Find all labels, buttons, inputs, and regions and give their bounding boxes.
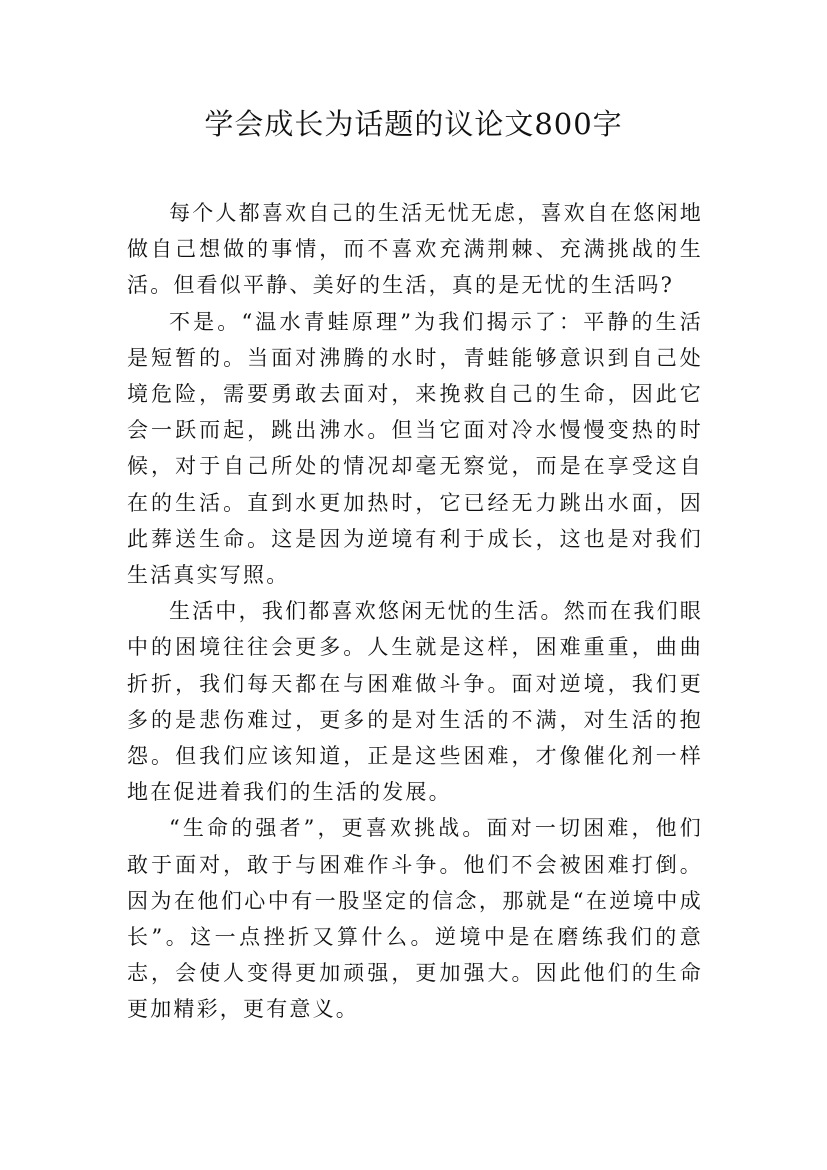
document-title: 学会成长为话题的议论文800字: [204, 107, 623, 141]
paragraph-3: 生活中，我们都喜欢悠闲无忧的生活。然而在我们眼中的困境往往会更多。人生就是这样，困难重重，曲曲折折，我们每天都在与困难做斗争。面对逆境，我们更多的是悲伤难过，更多的是对生活的不满，对生活的抱怨。但我们应该知道，正是这些困难，才像催化剂一样地在促进着我们的生活的发展。: [127, 599, 703, 805]
document-body: [127, 195, 703, 1028]
paragraph-2: 不是。“温水青蛙原理”为我们揭示了：平静的生活是短暂的。当面对沸腾的水时，青蛙能够意识到自己处境危险，需要勇敢去面对，来挽救自己的生命，因此它会一跃而起，跳出沸水。但当它面对冷水慢慢变热的时候，对于自己所处的情况却毫无察觉，而是在享受这自在的生活。直到水更加热时，它已经无力跳出水面，因此葬送生命。这是因为逆境有利于成长，这也是对我们生活真实写照。: [127, 309, 703, 588]
paragraph-4: “生命的强者”，更喜欢挑战。面对一切困难，他们敢于面对，敢于与困难作斗争。他们不会被困难打倒。因为在他们心中有一股坚定的信念，那就是“在逆境中成长”。这一点挫折又算什么。逆境中是在磨练我们的意志，会使人变得更加顽强，更加强大。因此他们的生命更加精彩，更有意义。: [127, 816, 703, 1022]
paragraph-1: 每个人都喜欢自己的生活无忧无虑，喜欢自在悠闲地做自己想做的事情，而不喜欢充满荆棘、充满挑战的生活。但看似平静、美好的生活，真的是无忧的生活吗?: [127, 201, 703, 298]
